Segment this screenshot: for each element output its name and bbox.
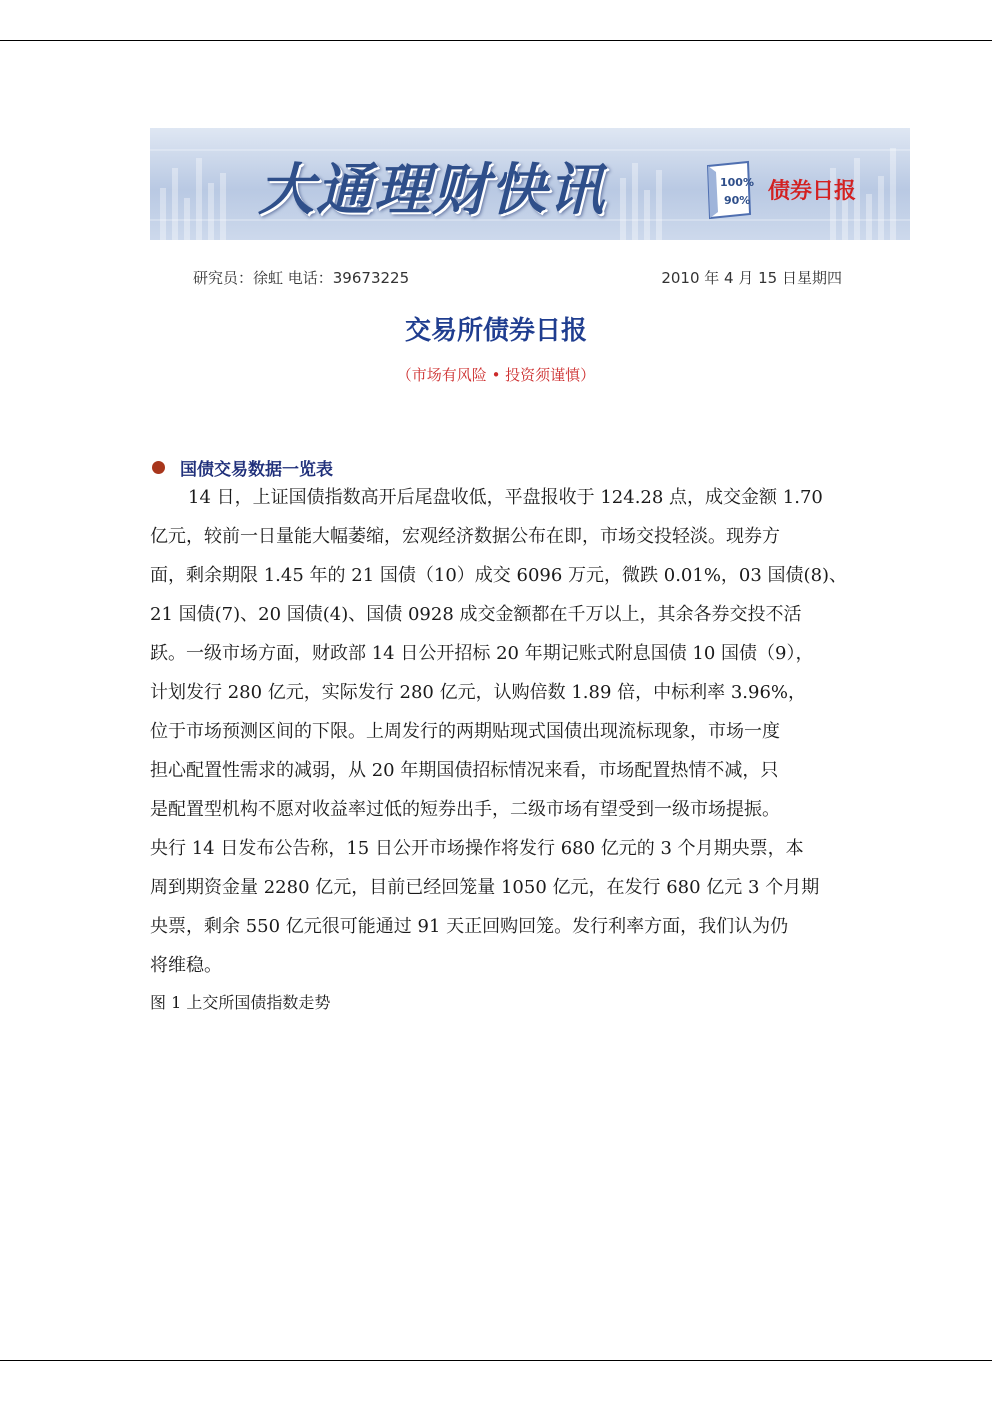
percent-badge-icon [702,160,754,220]
body-line: 将维稳。 [150,955,222,976]
body-line: 跃。一级市场方面，财政部 14 日公开招标 20 年期记账式附息国债 10 国债（9）， [150,643,814,664]
body-line: 14 日，上证国债指数高开后尾盘收低，平盘报收于 124.28 点，成交金额 1.70 [188,487,823,508]
top-rule [0,40,992,41]
badge-text-1: 100% [720,176,754,189]
body-line: 亿元，较前一日量能大幅萎缩，宏观经济数据公布在即，市场交投轻淡。现券方 [150,526,780,547]
badge-text-2: 90% [724,194,751,207]
body-line: 周到期资金量 2280 亿元，目前已经回笼量 1050 亿元，在发行 680 亿元 3 个月期 [150,877,820,898]
report-date: 2010 年 4 月 15 日星期四 [661,269,842,287]
body-line: 担心配置性需求的减弱，从 20 年期国债招标情况来看，市场配置热情不减，只 [150,760,779,781]
figure-caption: 图 1 上交所国债指数走势 [150,993,331,1012]
body-line: 21 国债(7)、20 国债(4)、国债 0928 成交金额都在千万以上，其余各券交投不活 [150,604,802,625]
body-line: 面，剩余期限 1.45 年的 21 国债（10）成交 6096 万元，微跌 0.01%，03 国债(8)、 [150,565,848,586]
researcher-info: 研究员：徐虹 电话：39673225 [193,269,410,287]
body-line: 央票，剩余 550 亿元很可能通过 91 天正回购回笼。发行利率方面，我们认为仍 [150,916,789,937]
body-paragraph [150,478,848,985]
section-title: 国债交易数据一览表 [180,460,333,480]
header-banner [150,128,910,240]
body-line: 央行 14 日发布公告称，15 日公开市场操作将发行 680 亿元的 3 个月期央票，本 [150,838,804,859]
body-line: 计划发行 280 亿元，实际发行 280 亿元，认购倍数 1.89 倍，中标利率 3.96%， [150,682,807,703]
page-title: 交易所债券日报 [404,316,587,346]
banner-title: 大通理财快讯 [258,157,606,223]
body-line: 是配置型机构不愿对收益率过低的短券出手，二级市场有望受到一级市场提振。 [150,799,780,820]
bottom-rule [0,1360,992,1361]
section-header [152,455,333,480]
body-line: 位于市场预测区间的下限。上周发行的两期贴现式国债出现流标现象，市场一度 [150,721,780,742]
risk-disclaimer: （市场有风险 • 投资须谨慎） [396,366,596,384]
banner-subtitle: 债券日报 [768,179,857,204]
bullet-icon [152,461,165,474]
